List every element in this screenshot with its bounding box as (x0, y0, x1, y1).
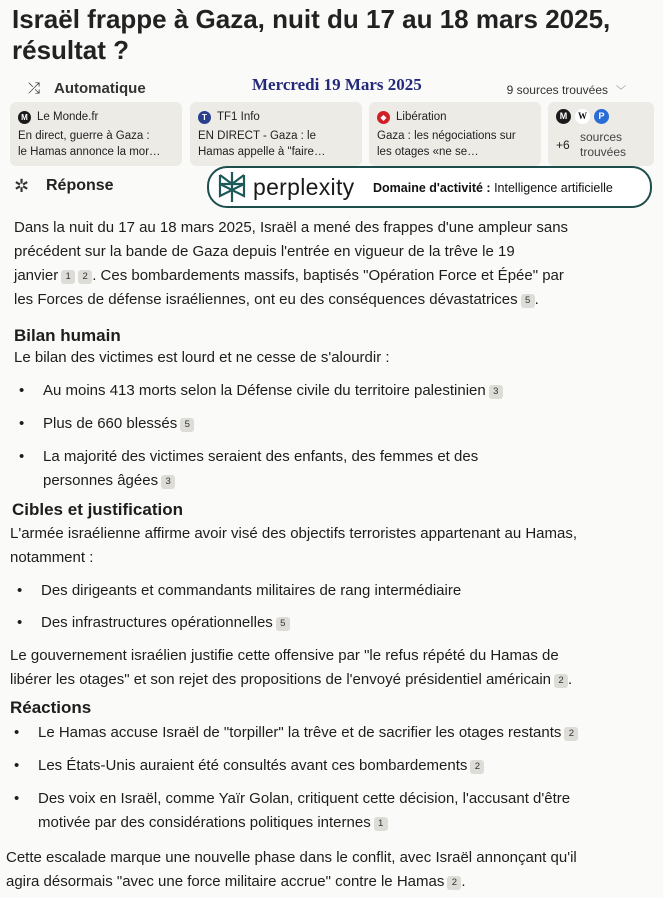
source-snippet: EN DIRECT - Gaza : le Hamas appelle à "faire… (198, 130, 326, 158)
list-item: • Plus de 660 blessés 5 (43, 412, 643, 436)
perplexity-banner (207, 166, 652, 208)
tf1-favicon: T (198, 111, 211, 124)
citation-badge[interactable]: 2 (447, 876, 461, 890)
list-item: • Les États-Unis auraient été consultés avant ces bombardements 2 (38, 754, 653, 778)
citation-badge[interactable]: 3 (489, 385, 503, 399)
page-title: Israël frappe à Gaza, nuit du 17 au 18 mars 2025, résultat ? (12, 4, 611, 65)
mode-selector[interactable]: Automatique (54, 80, 146, 97)
section-heading-bilan: Bilan humain (14, 326, 121, 345)
perplexity-wordmark: perplexity (253, 174, 355, 200)
source-card-tf1[interactable] (190, 102, 362, 166)
cibles-list (41, 579, 641, 635)
wikipedia-icon: W (575, 109, 590, 124)
citation-badge[interactable]: 1 (61, 270, 75, 284)
citation-badge[interactable]: 2 (554, 674, 568, 688)
citation-badge[interactable]: 5 (521, 294, 535, 308)
reactions-list (38, 721, 653, 835)
source-card-lemonde[interactable] (10, 102, 182, 166)
list-item: • Au moins 413 morts selon la Défense civile du territoire palestinien 3 (43, 379, 643, 403)
perplexity-spark-icon: ✲ (14, 176, 30, 196)
more-sources-label: sources trouvées (580, 130, 627, 159)
citation-badge[interactable]: 2 (78, 270, 92, 284)
lemonde-favicon: M (556, 109, 571, 124)
list-item: • La majorité des victimes seraient des enfants, des femmes et des personnes âgées 3 (43, 445, 643, 493)
conclusion-paragraph: Cette escalade marque une nouvelle phase dans le conflit, avec Israël annonçant qu'il agira désormais "avec une force militaire accrue" contre le Hamas 2 . (6, 849, 577, 890)
shuffle-icon[interactable]: ⤮ (28, 80, 41, 97)
domain-label: Domaine d'activité : Intelligence artificielle (373, 181, 613, 195)
liberation-favicon: ◆ (377, 111, 390, 124)
source-card-liberation[interactable] (369, 102, 541, 166)
p-source-icon: P (594, 109, 609, 124)
more-sources-card[interactable] (548, 102, 654, 166)
intro-paragraph: Dans la nuit du 17 au 18 mars 2025, Israël a mené des frappes d'une ampleur sans précédent sur la bande de Gaza depuis l'entrée en vigueur de la trêve le 19 janvier 1 2 . Ces bombardements massifs, baptisés "Opération Force et Épée" par les Forces de défense israéliennes, ont eu des conséquences dévastatrices 5 . (14, 219, 569, 308)
list-item: • Des dirigeants et commandants militaires de rang intermédiaire (41, 579, 641, 603)
chevron-down-icon: ﹀ (616, 86, 626, 97)
citation-badge[interactable]: 2 (564, 727, 578, 741)
answer-toolbar (14, 75, 640, 100)
source-site: Le Monde.fr (37, 111, 99, 123)
list-item: • Des infrastructures opérationnelles 5 (41, 611, 641, 635)
source-snippet: Gaza : les négociations sur les otages «ne se… (377, 130, 516, 158)
citation-badge[interactable]: 2 (470, 760, 484, 774)
more-sources-count: +6 (556, 138, 570, 152)
section-heading-cibles: Cibles et justification (12, 500, 183, 519)
citation-badge[interactable]: 3 (161, 475, 175, 489)
source-site: Libération (396, 111, 447, 123)
citation-badge[interactable]: 5 (180, 418, 194, 432)
source-snippet: En direct, guerre à Gaza : le Hamas annonce la mor… (18, 130, 161, 158)
justification-paragraph: Le gouvernement israélien justifie cette offensive par "le refus répété du Hamas de libérer les otages" et son rejet des propositions de l'envoyé présidentiel américain 2 . (10, 647, 573, 688)
list-item: • Le Hamas accuse Israël de "torpiller" la trêve et de sacrifier les otages restants 2 (38, 721, 653, 745)
citation-badge[interactable]: 5 (276, 617, 290, 631)
source-site: TF1 Info (217, 111, 260, 123)
cibles-lead: L'armée israélienne affirme avoir visé des objectifs terroristes appartenant au Hamas, notamment : (10, 525, 578, 566)
bilan-lead: Le bilan des victimes est lourd et ne cesse de s'alourdir : (14, 349, 390, 366)
bilan-list (43, 379, 643, 493)
lemonde-favicon: M (18, 111, 31, 124)
date-label: Mercredi 19 Mars 2025 (252, 75, 422, 94)
perplexity-logo-icon (217, 171, 247, 203)
section-heading-reactions: Réactions (10, 698, 92, 717)
citation-badge[interactable]: 1 (374, 817, 388, 831)
list-item: • Des voix en Israël, comme Yaïr Golan, critiquent cette décision, l'accusant d'être motivée par des considérations politiques internes 1 (38, 787, 653, 835)
sources-count-button[interactable]: 9 sources trouvées ﹀ (506, 83, 626, 97)
